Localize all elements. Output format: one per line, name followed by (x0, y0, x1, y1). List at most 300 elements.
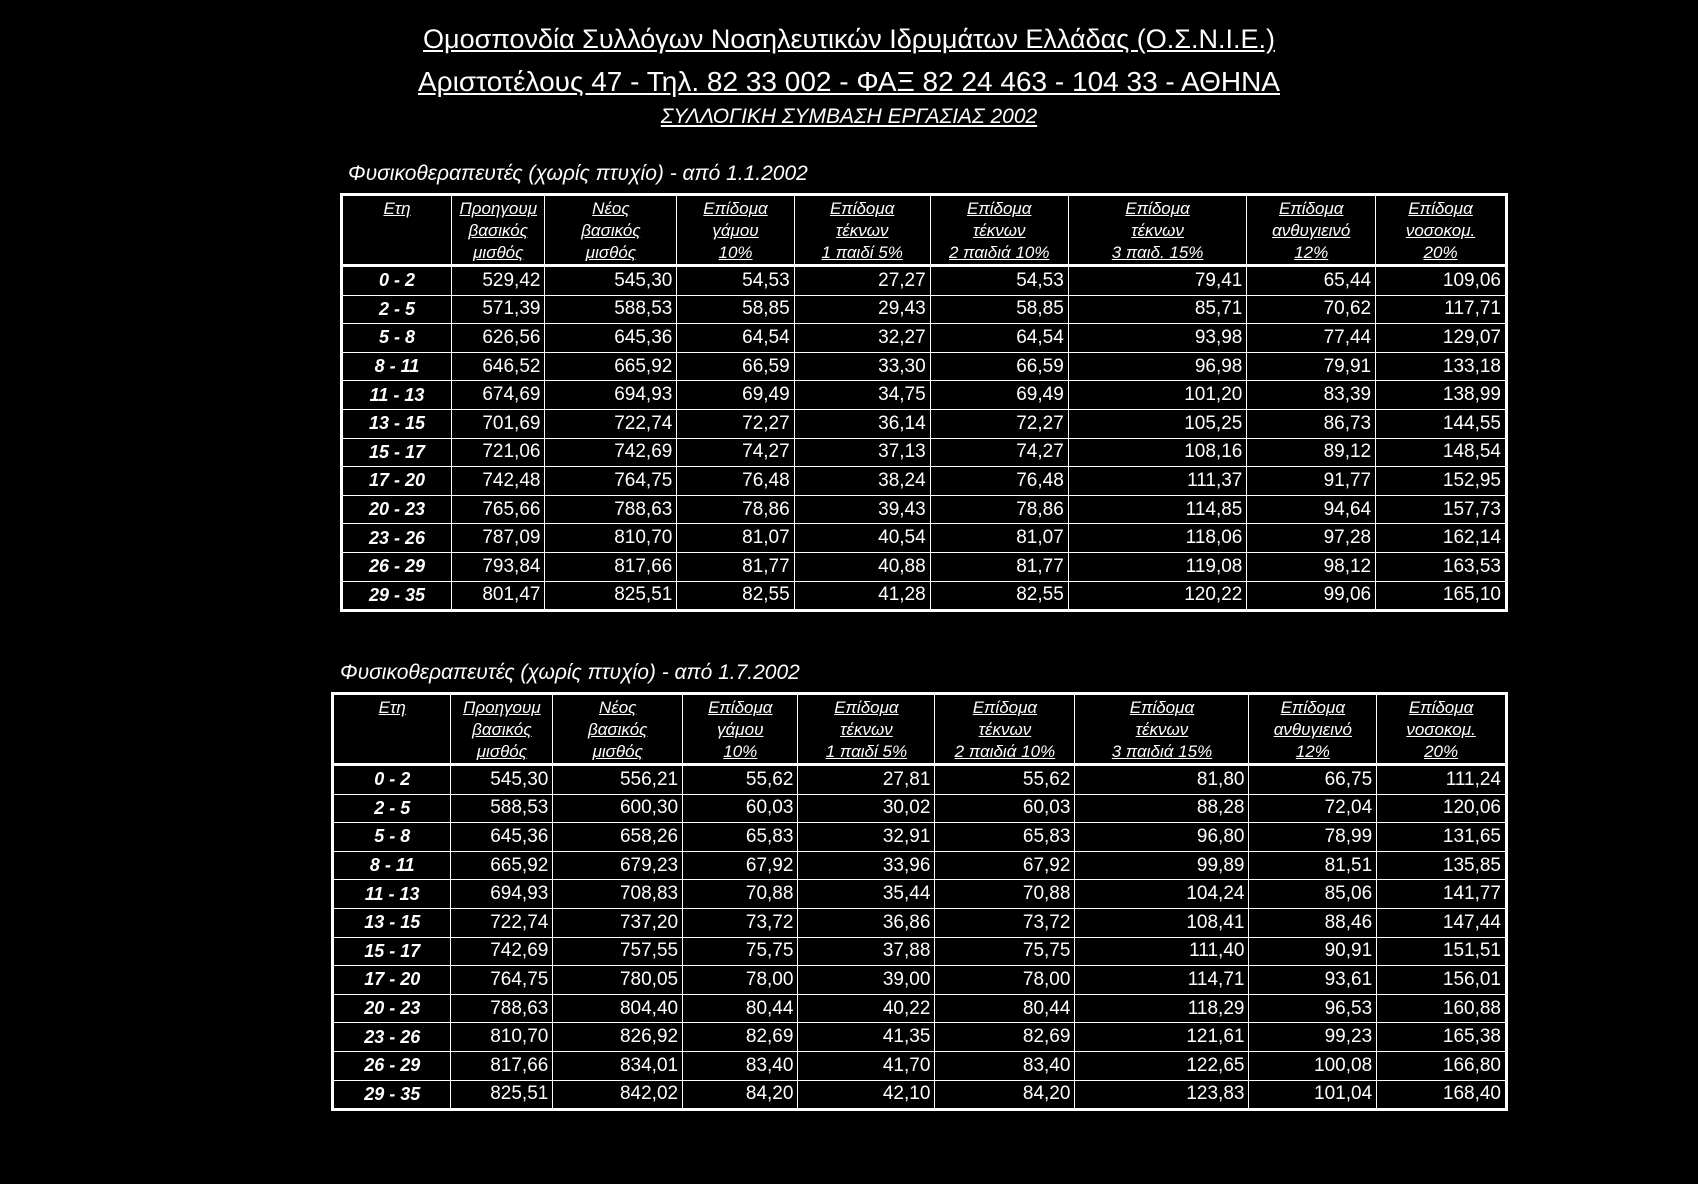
value-cell: 41,70 (798, 1051, 935, 1080)
value-cell: 82,55 (677, 581, 794, 611)
value-cell: 93,98 (1068, 324, 1247, 353)
value-cell: 646,52 (452, 352, 545, 381)
column-header (1247, 195, 1376, 266)
years-cell: 29 - 35 (333, 1080, 451, 1110)
value-cell: 99,23 (1249, 1023, 1377, 1052)
value-cell: 72,27 (677, 409, 794, 438)
value-cell: 101,20 (1068, 381, 1247, 410)
value-cell: 162,14 (1376, 524, 1507, 553)
column-header-line: Επίδομα (972, 698, 1038, 717)
table-row (333, 823, 1507, 852)
value-cell: 764,75 (545, 467, 677, 496)
column-header-line: 1 παιδί 5% (821, 243, 903, 262)
value-cell: 135,85 (1377, 851, 1507, 880)
value-cell: 742,48 (452, 467, 545, 496)
value-cell: 78,86 (677, 495, 794, 524)
value-cell: 96,53 (1249, 994, 1377, 1023)
column-header-line: 2 παιδιά 10% (949, 243, 1050, 262)
value-cell: 78,00 (683, 966, 798, 995)
table-row (333, 765, 1507, 795)
column-header-line: Επίδομα (708, 698, 773, 717)
column-header-line: Νέος (592, 199, 630, 218)
value-cell: 665,92 (545, 352, 677, 381)
value-cell: 144,55 (1376, 409, 1507, 438)
table-row (333, 1080, 1507, 1110)
value-cell: 89,12 (1247, 438, 1376, 467)
value-cell: 83,40 (683, 1051, 798, 1080)
column-header (1376, 195, 1507, 266)
table-row (342, 295, 1507, 324)
value-cell: 83,39 (1247, 381, 1376, 410)
value-cell: 78,86 (930, 495, 1068, 524)
column-header-line: Επίδομα (967, 199, 1032, 218)
years-cell: 29 - 35 (342, 581, 452, 611)
years-cell: 0 - 2 (342, 266, 452, 296)
column-header-line: 10% (723, 742, 758, 761)
value-cell: 60,03 (935, 794, 1075, 823)
years-cell: 0 - 2 (333, 765, 451, 795)
value-cell: 118,29 (1075, 994, 1249, 1023)
value-cell: 148,54 (1376, 438, 1507, 467)
years-cell: 13 - 15 (342, 409, 452, 438)
column-header-line: τέκνων (840, 720, 893, 739)
value-cell: 665,92 (451, 851, 553, 880)
header-row (342, 195, 1507, 266)
column-header-line: Προηγουμ (463, 698, 541, 717)
value-cell: 81,51 (1249, 851, 1377, 880)
value-cell: 742,69 (451, 937, 553, 966)
value-cell: 54,53 (677, 266, 794, 296)
value-cell: 76,48 (677, 467, 794, 496)
value-cell: 742,69 (545, 438, 677, 467)
column-header-line: ανθυγιεινό (1272, 221, 1351, 240)
column-header-line: Ετη (383, 199, 411, 218)
table-row (342, 324, 1507, 353)
value-cell: 85,71 (1068, 295, 1247, 324)
agreement-title: ΣΥΛΛΟΓΙΚΗ ΣΥΜΒΑΣΗ ΕΡΓΑΣΙΑΣ 2002 (660, 105, 1038, 128)
value-cell: 826,92 (553, 1023, 683, 1052)
value-cell: 152,95 (1376, 467, 1507, 496)
value-cell: 825,51 (451, 1080, 553, 1110)
value-cell: 66,75 (1249, 765, 1377, 795)
value-cell: 84,20 (683, 1080, 798, 1110)
value-cell: 141,77 (1377, 880, 1507, 909)
value-cell: 37,13 (794, 438, 930, 467)
value-cell: 122,65 (1075, 1051, 1249, 1080)
table-row (333, 966, 1507, 995)
value-cell: 81,07 (930, 524, 1068, 553)
table-row (342, 495, 1507, 524)
value-cell: 84,20 (935, 1080, 1075, 1110)
column-header-line: 20% (1423, 243, 1458, 262)
column-header (677, 195, 794, 266)
value-cell: 626,56 (452, 324, 545, 353)
value-cell: 40,22 (798, 994, 935, 1023)
column-header (545, 195, 677, 266)
column-header (451, 694, 553, 765)
years-cell: 26 - 29 (342, 552, 452, 581)
value-cell: 111,40 (1075, 937, 1249, 966)
column-header-line: τέκνων (1135, 720, 1189, 739)
salary-table-jul (331, 692, 1508, 1111)
value-cell: 38,24 (794, 467, 930, 496)
column-header-line: Ετη (378, 698, 406, 717)
years-cell: 26 - 29 (333, 1051, 451, 1080)
value-cell: 765,66 (452, 495, 545, 524)
value-cell: 793,84 (452, 552, 545, 581)
value-cell: 86,73 (1247, 409, 1376, 438)
value-cell: 74,27 (930, 438, 1068, 467)
years-cell: 15 - 17 (342, 438, 452, 467)
value-cell: 111,37 (1068, 467, 1247, 496)
value-cell: 88,46 (1249, 908, 1377, 937)
table-row (342, 552, 1507, 581)
value-cell: 810,70 (545, 524, 677, 553)
value-cell: 70,88 (935, 880, 1075, 909)
value-cell: 94,64 (1247, 495, 1376, 524)
column-header (1249, 694, 1377, 765)
table-row (342, 409, 1507, 438)
value-cell: 105,25 (1068, 409, 1247, 438)
value-cell: 645,36 (451, 823, 553, 852)
value-cell: 64,54 (930, 324, 1068, 353)
table-row (342, 438, 1507, 467)
column-header-line: Επίδομα (1279, 199, 1344, 218)
column-header-line: Επίδομα (703, 199, 768, 218)
value-cell: 66,59 (930, 352, 1068, 381)
table-row (342, 381, 1507, 410)
column-header-line: βασικός (468, 221, 528, 240)
value-cell: 117,71 (1376, 295, 1507, 324)
years-cell: 23 - 26 (342, 524, 452, 553)
value-cell: 27,81 (798, 765, 935, 795)
years-cell: 13 - 15 (333, 908, 451, 937)
column-header-line: 12% (1295, 742, 1330, 761)
value-cell: 817,66 (545, 552, 677, 581)
value-cell: 81,80 (1075, 765, 1249, 795)
table-row (333, 937, 1507, 966)
value-cell: 118,06 (1068, 524, 1247, 553)
value-cell: 41,28 (794, 581, 930, 611)
value-cell: 545,30 (451, 765, 553, 795)
federation-name: Ομοσπονδία Συλλόγων Νοσηλευτικών Ιδρυμάτων Ελλάδας (Ο.Σ.Ν.Ι.Ε.) (423, 24, 1275, 54)
years-cell: 8 - 11 (342, 352, 452, 381)
value-cell: 81,77 (930, 552, 1068, 581)
value-cell: 97,28 (1247, 524, 1376, 553)
value-cell: 77,44 (1247, 324, 1376, 353)
years-cell: 17 - 20 (333, 966, 451, 995)
value-cell: 41,35 (798, 1023, 935, 1052)
years-cell: 20 - 23 (342, 495, 452, 524)
value-cell: 32,27 (794, 324, 930, 353)
table-row (342, 524, 1507, 553)
column-header-line: βασικός (588, 720, 648, 739)
value-cell: 101,04 (1249, 1080, 1377, 1110)
value-cell: 721,06 (452, 438, 545, 467)
value-cell: 83,40 (935, 1051, 1075, 1080)
value-cell: 32,91 (798, 823, 935, 852)
years-cell: 5 - 8 (342, 324, 452, 353)
table-caption-jul: Φυσικοθεραπευτές (χωρίς πτυχίο) - από 1.7.2002 (340, 661, 800, 684)
column-header-line: 3 παιδιά 15% (1111, 742, 1213, 761)
value-cell: 74,27 (677, 438, 794, 467)
value-cell: 75,75 (683, 937, 798, 966)
column-header-line: βασικός (472, 720, 532, 739)
column-header-line: 3 παιδ. 15% (1111, 243, 1204, 262)
column-header (333, 694, 451, 765)
value-cell: 91,77 (1247, 467, 1376, 496)
years-cell: 23 - 26 (333, 1023, 451, 1052)
value-cell: 79,41 (1068, 266, 1247, 296)
value-cell: 67,92 (683, 851, 798, 880)
column-header-line: Προηγουμ (459, 199, 538, 218)
column-header (1075, 694, 1249, 765)
years-cell: 11 - 13 (333, 880, 451, 909)
years-cell: 2 - 5 (342, 295, 452, 324)
years-cell: 11 - 13 (342, 381, 452, 410)
value-cell: 764,75 (451, 966, 553, 995)
value-cell: 108,41 (1075, 908, 1249, 937)
value-cell: 111,24 (1377, 765, 1507, 795)
years-cell: 17 - 20 (342, 467, 452, 496)
value-cell: 81,77 (677, 552, 794, 581)
value-cell: 674,69 (452, 381, 545, 410)
value-cell: 34,75 (794, 381, 930, 410)
column-header-line: 1 παιδί 5% (825, 742, 908, 761)
value-cell: 66,59 (677, 352, 794, 381)
column-header-line: τέκνων (978, 720, 1032, 739)
value-cell: 69,49 (930, 381, 1068, 410)
column-header-line: Επίδομα (1280, 698, 1346, 717)
column-header (553, 694, 683, 765)
value-cell: 138,99 (1376, 381, 1507, 410)
value-cell: 69,49 (677, 381, 794, 410)
value-cell: 72,04 (1249, 794, 1377, 823)
table-row (342, 581, 1507, 611)
value-cell: 166,80 (1377, 1051, 1507, 1080)
value-cell: 29,43 (794, 295, 930, 324)
value-cell: 67,92 (935, 851, 1075, 880)
column-header (342, 195, 452, 266)
value-cell: 165,10 (1376, 581, 1507, 611)
table-row (342, 266, 1507, 296)
value-cell: 70,62 (1247, 295, 1376, 324)
value-cell: 65,44 (1247, 266, 1376, 296)
column-header-line: Επίδομα (1408, 199, 1473, 218)
column-header-line: 2 παιδιά 10% (954, 742, 1056, 761)
value-cell: 78,99 (1249, 823, 1377, 852)
table-row (333, 1051, 1507, 1080)
value-cell: 27,27 (794, 266, 930, 296)
value-cell: 694,93 (545, 381, 677, 410)
value-cell: 163,53 (1376, 552, 1507, 581)
value-cell: 119,08 (1068, 552, 1247, 581)
table-row (333, 1023, 1507, 1052)
column-header-line: Επίδομα (829, 199, 895, 218)
column-header (1068, 195, 1247, 266)
table-row (342, 352, 1507, 381)
value-cell: 88,28 (1075, 794, 1249, 823)
value-cell: 120,06 (1377, 794, 1507, 823)
value-cell: 157,73 (1376, 495, 1507, 524)
column-header-line: Νέος (598, 698, 637, 717)
column-header-line: γάμου (712, 221, 759, 240)
value-cell: 151,51 (1377, 937, 1507, 966)
value-cell: 694,93 (451, 880, 553, 909)
value-cell: 588,53 (545, 295, 677, 324)
value-cell: 104,24 (1075, 880, 1249, 909)
value-cell: 39,43 (794, 495, 930, 524)
value-cell: 658,26 (553, 823, 683, 852)
value-cell: 120,22 (1068, 581, 1247, 611)
column-header-line: ανθυγιεινό (1273, 720, 1352, 739)
value-cell: 65,83 (935, 823, 1075, 852)
value-cell: 96,80 (1075, 823, 1249, 852)
value-cell: 100,08 (1249, 1051, 1377, 1080)
column-header-line: 20% (1424, 742, 1459, 761)
value-cell: 79,91 (1247, 352, 1376, 381)
value-cell: 36,86 (798, 908, 935, 937)
value-cell: 168,40 (1377, 1080, 1507, 1110)
value-cell: 722,74 (451, 908, 553, 937)
column-header-line: 12% (1294, 243, 1329, 262)
value-cell: 788,63 (451, 994, 553, 1023)
value-cell: 645,36 (545, 324, 677, 353)
column-header-line: Επίδομα (1408, 698, 1474, 717)
value-cell: 80,44 (683, 994, 798, 1023)
value-cell: 98,12 (1247, 552, 1376, 581)
value-cell: 121,61 (1075, 1023, 1249, 1052)
column-header-line: τέκνων (835, 221, 889, 240)
value-cell: 40,88 (794, 552, 930, 581)
value-cell: 73,72 (935, 908, 1075, 937)
value-cell: 545,30 (545, 266, 677, 296)
value-cell: 817,66 (451, 1051, 553, 1080)
value-cell: 96,98 (1068, 352, 1247, 381)
header-row (333, 694, 1507, 765)
value-cell: 129,07 (1376, 324, 1507, 353)
value-cell: 804,40 (553, 994, 683, 1023)
value-cell: 82,55 (930, 581, 1068, 611)
value-cell: 40,54 (794, 524, 930, 553)
value-cell: 65,83 (683, 823, 798, 852)
value-cell: 825,51 (545, 581, 677, 611)
value-cell: 33,96 (798, 851, 935, 880)
value-cell: 679,23 (553, 851, 683, 880)
value-cell: 787,09 (452, 524, 545, 553)
value-cell: 72,27 (930, 409, 1068, 438)
value-cell: 708,83 (553, 880, 683, 909)
value-cell: 36,14 (794, 409, 930, 438)
value-cell: 114,85 (1068, 495, 1247, 524)
value-cell: 58,85 (677, 295, 794, 324)
value-cell: 35,44 (798, 880, 935, 909)
column-header-line: νοσοκομ. (1406, 720, 1476, 739)
column-header-line: τέκνων (972, 221, 1026, 240)
column-header-line: γάμου (717, 720, 764, 739)
value-cell: 588,53 (451, 794, 553, 823)
value-cell: 85,06 (1249, 880, 1377, 909)
value-cell: 70,88 (683, 880, 798, 909)
value-cell: 701,69 (452, 409, 545, 438)
column-header (683, 694, 798, 765)
value-cell: 123,83 (1075, 1080, 1249, 1110)
value-cell: 788,63 (545, 495, 677, 524)
value-cell: 147,44 (1377, 908, 1507, 937)
column-header-line: μισθός (476, 742, 528, 761)
column-header-line: βασικός (581, 221, 641, 240)
value-cell: 99,89 (1075, 851, 1249, 880)
value-cell: 37,88 (798, 937, 935, 966)
value-cell: 90,91 (1249, 937, 1377, 966)
years-cell: 5 - 8 (333, 823, 451, 852)
value-cell: 165,38 (1377, 1023, 1507, 1052)
column-header (452, 195, 545, 266)
value-cell: 73,72 (683, 908, 798, 937)
value-cell: 80,44 (935, 994, 1075, 1023)
years-cell: 15 - 17 (333, 937, 451, 966)
column-header-line: Επίδομα (834, 698, 899, 717)
column-header-line: Επίδομα (1129, 698, 1195, 717)
value-cell: 78,00 (935, 966, 1075, 995)
value-cell: 82,69 (683, 1023, 798, 1052)
table-row (333, 994, 1507, 1023)
column-header (794, 195, 930, 266)
column-header (798, 694, 935, 765)
value-cell: 58,85 (930, 295, 1068, 324)
value-cell: 55,62 (935, 765, 1075, 795)
column-header-line: τέκνων (1131, 221, 1184, 240)
table-row (333, 851, 1507, 880)
value-cell: 75,75 (935, 937, 1075, 966)
value-cell: 82,69 (935, 1023, 1075, 1052)
value-cell: 722,74 (545, 409, 677, 438)
table-caption-jan: Φυσικοθεραπευτές (χωρίς πτυχίο) - από 1.1.2002 (348, 162, 808, 185)
value-cell: 834,01 (553, 1051, 683, 1080)
value-cell: 99,06 (1247, 581, 1376, 611)
table-row (342, 467, 1507, 496)
value-cell: 810,70 (451, 1023, 553, 1052)
table-row (333, 880, 1507, 909)
value-cell: 529,42 (452, 266, 545, 296)
value-cell: 109,06 (1376, 266, 1507, 296)
column-header-line: μισθός (473, 243, 524, 262)
table-row (333, 908, 1507, 937)
value-cell: 54,53 (930, 266, 1068, 296)
years-cell: 20 - 23 (333, 994, 451, 1023)
value-cell: 114,71 (1075, 966, 1249, 995)
salary-table-jan (340, 193, 1508, 612)
column-header (930, 195, 1068, 266)
value-cell: 64,54 (677, 324, 794, 353)
value-cell: 76,48 (930, 467, 1068, 496)
value-cell: 60,03 (683, 794, 798, 823)
column-header (1377, 694, 1507, 765)
column-header (935, 694, 1075, 765)
column-header-line: 10% (718, 243, 753, 262)
value-cell: 571,39 (452, 295, 545, 324)
value-cell: 160,88 (1377, 994, 1507, 1023)
value-cell: 39,00 (798, 966, 935, 995)
table-row (333, 794, 1507, 823)
years-cell: 2 - 5 (333, 794, 451, 823)
value-cell: 133,18 (1376, 352, 1507, 381)
value-cell: 55,62 (683, 765, 798, 795)
column-header-line: μισθός (585, 243, 637, 262)
value-cell: 757,55 (553, 937, 683, 966)
value-cell: 131,65 (1377, 823, 1507, 852)
value-cell: 801,47 (452, 581, 545, 611)
